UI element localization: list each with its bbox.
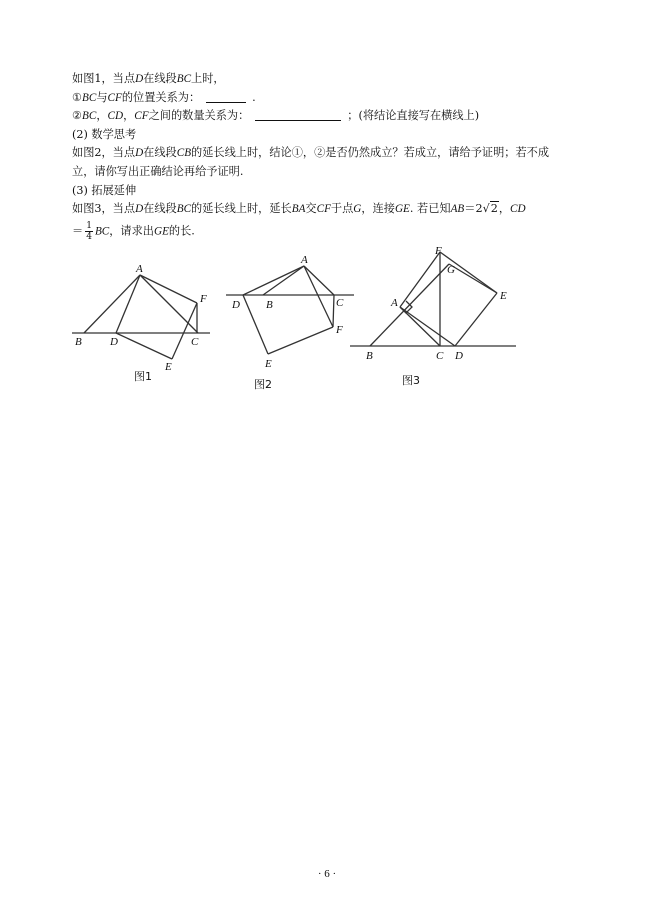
page-number: · 6 · xyxy=(317,868,337,880)
label-c: C xyxy=(436,350,444,362)
label-b: B xyxy=(266,299,273,311)
text: ， xyxy=(96,109,108,123)
answer-blank[interactable] xyxy=(255,108,341,121)
var: G xyxy=(353,203,362,216)
text: ，连接 xyxy=(361,202,395,216)
figure-3 xyxy=(350,252,516,346)
text: 的延长线上时，延长 xyxy=(191,202,292,216)
segment-ef xyxy=(268,327,333,354)
label-f: F xyxy=(200,293,207,305)
text: ＝2 xyxy=(464,202,483,216)
text: 如图1，当点 xyxy=(72,72,136,85)
text: ， xyxy=(123,109,135,123)
part3-title: (3) 拓展延伸 xyxy=(72,183,137,197)
line-2 xyxy=(72,89,592,108)
label-c: C xyxy=(191,336,199,348)
text: 之间的数量关系为： xyxy=(148,109,250,123)
sqrt: √2 xyxy=(482,202,498,216)
var: BC xyxy=(82,91,97,104)
var: BC xyxy=(176,73,192,85)
caption-fig2: 图2 xyxy=(254,378,272,391)
segment-af xyxy=(304,266,333,327)
text: ，请求出 xyxy=(109,224,154,238)
line-3 xyxy=(72,107,592,126)
figure-2 xyxy=(226,266,354,354)
segment-ad xyxy=(116,275,140,333)
segment-cf xyxy=(333,295,334,327)
caption-fig1: 图1 xyxy=(134,370,152,383)
text: ， xyxy=(498,202,511,216)
text: 的延长线上时，结论①，②是否仍然成立？若成立，请给予证明；若不成 xyxy=(191,146,550,160)
var: CD xyxy=(107,110,124,123)
var: BC xyxy=(82,110,97,123)
figure-1 xyxy=(72,275,210,359)
text: 如图3，当点 xyxy=(72,202,136,216)
segment-de xyxy=(243,295,268,354)
text: 的位置关系为： xyxy=(121,90,201,104)
text: 在线段 xyxy=(143,146,177,160)
label-d: D xyxy=(455,350,463,362)
segment-ab xyxy=(263,266,304,295)
var: CD xyxy=(510,203,526,216)
label-b: B xyxy=(75,336,82,348)
numerator: 1 xyxy=(86,220,92,231)
line-5 xyxy=(72,144,592,163)
var: CF xyxy=(134,110,149,123)
label-a: A xyxy=(301,254,308,266)
problem-text xyxy=(72,70,592,242)
label-d: D xyxy=(110,336,118,348)
text: 在线段 xyxy=(143,72,177,85)
segment-af xyxy=(140,275,197,303)
line-9 xyxy=(72,221,592,242)
part2-title: (2) 数学思考 xyxy=(72,127,137,141)
text: ＝ xyxy=(72,224,84,238)
text: . 若已知 xyxy=(409,202,451,216)
geometry-figures xyxy=(60,240,530,400)
label-c: C xyxy=(336,297,344,309)
caption-fig3: 图3 xyxy=(402,374,420,387)
segment-ad xyxy=(243,266,304,295)
segment-ab xyxy=(84,275,140,333)
denominator: 4 xyxy=(86,231,92,242)
segment-de xyxy=(455,293,497,346)
text: 如图2，当点 xyxy=(72,146,136,160)
label-f: F xyxy=(435,245,442,257)
segment-ge xyxy=(449,264,497,293)
label-e: E xyxy=(500,290,507,302)
var: AB xyxy=(450,203,465,216)
segment-de xyxy=(116,333,172,359)
circled-number: ② xyxy=(72,109,83,123)
var: CF xyxy=(107,91,122,104)
line-1 xyxy=(72,70,592,89)
var: GE xyxy=(394,203,410,216)
var: CF xyxy=(316,203,331,216)
text: 与 xyxy=(96,90,108,104)
var: D xyxy=(135,147,144,160)
answer-blank[interactable] xyxy=(206,90,246,103)
label-b: B xyxy=(366,350,373,362)
var: CB xyxy=(176,147,192,160)
label-d: D xyxy=(232,299,240,311)
text: . xyxy=(252,90,256,104)
sqrt-radicand: 2 xyxy=(490,202,498,216)
label-e: E xyxy=(165,361,172,373)
var: D xyxy=(135,203,144,216)
text: 的长. xyxy=(168,224,195,238)
text: 上时， xyxy=(191,72,225,85)
label-e: E xyxy=(265,358,272,370)
label-a: A xyxy=(136,263,143,275)
line-8 xyxy=(72,200,592,219)
label-a: A xyxy=(391,297,398,309)
var: BC xyxy=(94,225,110,238)
segment-ad xyxy=(400,307,455,346)
text: 于点 xyxy=(330,202,354,216)
var: BA xyxy=(291,203,306,216)
segment-ac xyxy=(304,266,334,295)
text: 交 xyxy=(305,202,317,216)
var: BC xyxy=(176,203,192,216)
label-g: G xyxy=(447,264,455,276)
fraction xyxy=(85,221,93,242)
text: 在线段 xyxy=(143,202,177,216)
line-6: 立，请你写出正确结论再给予证明. xyxy=(72,164,244,178)
label-f: F xyxy=(336,324,343,336)
segment-ac xyxy=(140,275,198,333)
var: GE xyxy=(154,225,169,238)
var: D xyxy=(135,73,144,85)
text: ；(将结论直接写在横线上) xyxy=(347,109,480,123)
circled-number: ① xyxy=(72,90,83,104)
